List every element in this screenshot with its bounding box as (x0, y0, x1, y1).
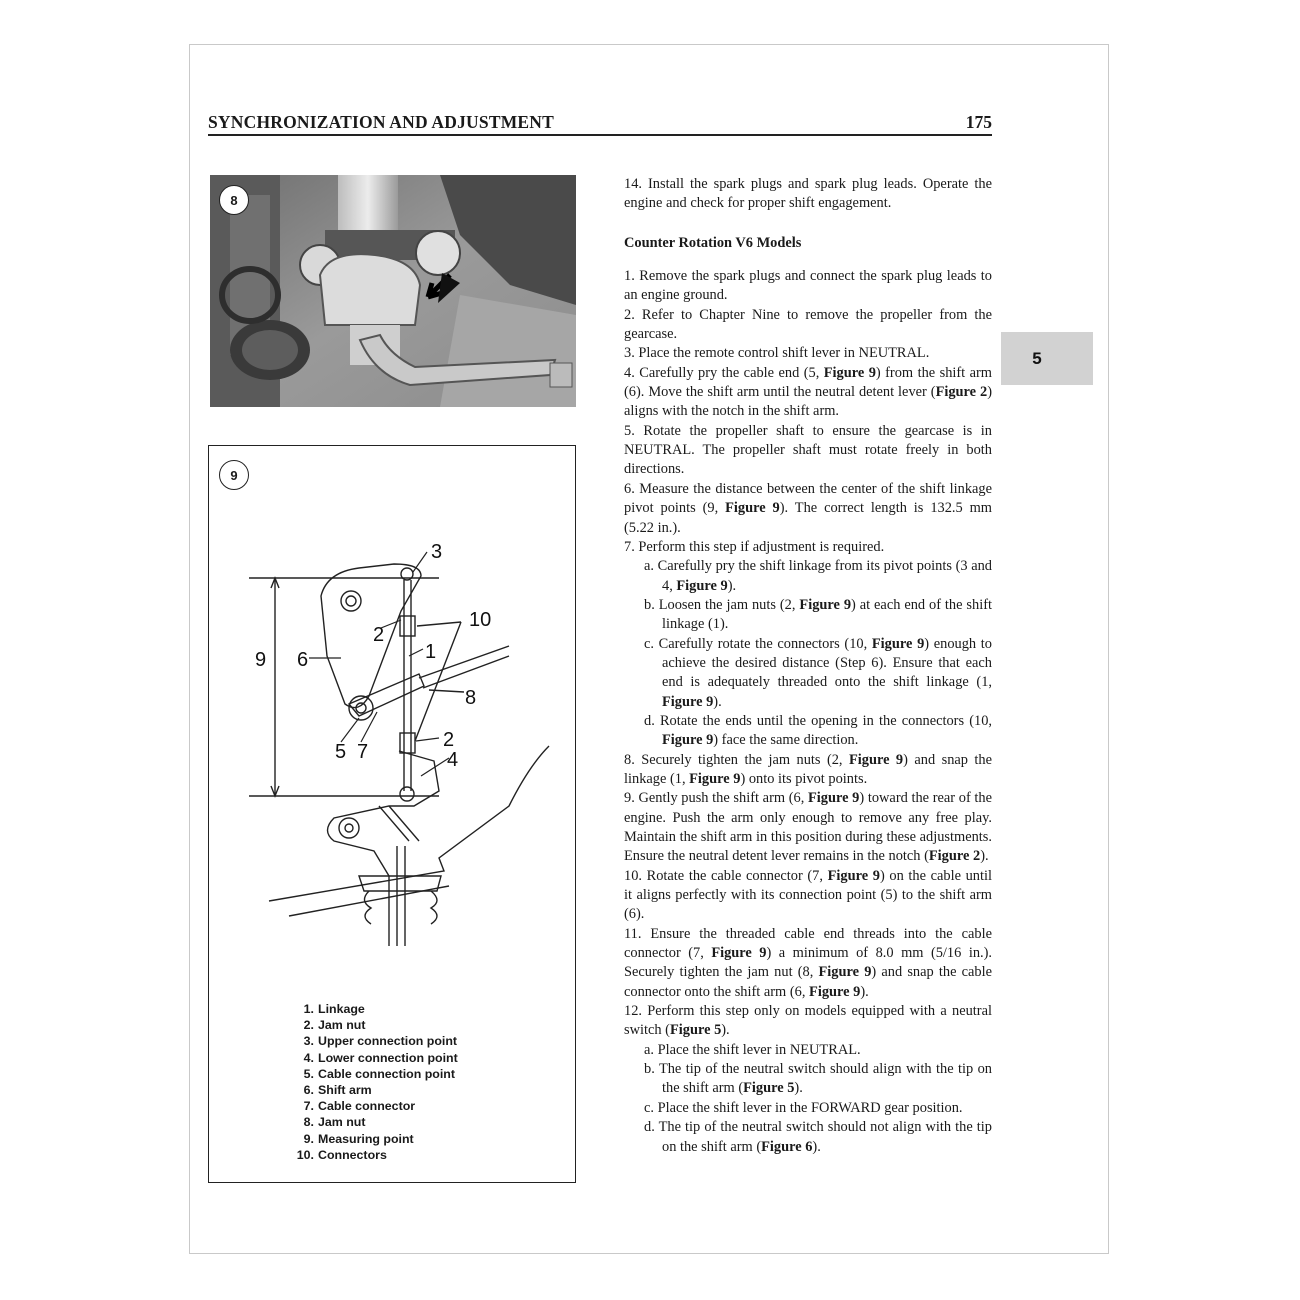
legend-item (290, 1050, 458, 1066)
callout-4: 4 (447, 749, 459, 771)
legend-text: Cable connection point (318, 1066, 455, 1081)
callout-2-upper: 2 (373, 624, 385, 646)
legend-number: 7. (303, 1099, 314, 1114)
figure-8-label: 8 (219, 185, 249, 215)
chapter-tab: 5 (1001, 332, 1093, 385)
legend-item (290, 1147, 458, 1163)
step-12d: d. The tip of the neutral switch should not align with the tip on the shift arm (Figure 6). (644, 1119, 992, 1155)
step-12c: c. Place the shift lever in the FORWARD gear position. (644, 1099, 963, 1116)
step-8: 8. Securely tighten the jam nuts (2, Figure 9) and snap the linkage (1, Figure 9) onto its pivot points. (624, 751, 993, 787)
legend-number: 5. (303, 1066, 314, 1081)
callout-3: 3 (431, 541, 443, 563)
step-12b: b. The tip of the neutral switch should align with the tip on the shift arm (Figure 5). (644, 1061, 992, 1097)
engine-photo-illustration (210, 175, 576, 407)
step-12a: a. Place the shift lever in NEUTRAL. (644, 1041, 861, 1058)
body-text-column (624, 175, 992, 1157)
legend-item (290, 1001, 458, 1017)
callout-1: 1 (425, 641, 437, 663)
step-6: 6. Measure the distance between the center of the shift linkage pivot points (9, Figure 9). The correct length is 132.5 mm (5.22 in.). (624, 480, 992, 536)
shift-linkage-diagram (209, 446, 575, 986)
legend-item (290, 1114, 458, 1130)
step-12: 12. Perform this step only on models equipped with a neutral switch (Figure 5). (624, 1003, 992, 1039)
legend-item (290, 1033, 458, 1049)
legend-number: 1. (303, 1002, 314, 1016)
callout-8: 8 (465, 687, 477, 709)
step-7b: b. Loosen the jam nuts (2, Figure 9) at each end of the shift linkage (1). (644, 596, 993, 633)
step-7c: c. Carefully rotate the connectors (10, Figure 9) enough to achieve the desired distance (Step 6). Ensure that each end is adequately threaded onto the shift linkage (1, Figure 9). (644, 635, 992, 710)
legend-number: 3. (303, 1034, 314, 1049)
step-1: 1. Remove the spark plugs and connect the spark plug leads to an engine ground. (624, 268, 992, 304)
legend-text: Shift arm (318, 1083, 372, 1098)
step-11: 11. Ensure the threaded cable end threads into the cable connector (7, Figure 9) a minimum of 8.0 mm (5/16 in.). Securely tighten the jam nut (8, Figure 9) and snap the cable connector onto the shift arm (6, Figure 9). (624, 925, 992, 1000)
legend-item (290, 1066, 458, 1082)
legend-text: Lower connection point (318, 1050, 458, 1065)
step-9: 9. Gently push the shift arm (6, Figure 9) toward the rear of the engine. Push the arm only enough to remove any free play. Maintain the shift arm in this position during these adjustments. Ensure the neutral detent lever remains in the notch (Figure 2). (624, 790, 993, 865)
legend-item (290, 1098, 458, 1114)
legend-text: Measuring point (318, 1131, 414, 1146)
legend-number: 4. (303, 1050, 314, 1065)
legend-text: Cable connector (318, 1099, 416, 1114)
step-7a: a. Carefully pry the shift linkage from its pivot points (3 and 4, Figure 9). (644, 558, 992, 594)
callout-5: 5 (335, 741, 347, 763)
legend-number: 10. (296, 1147, 314, 1162)
legend-item (290, 1082, 458, 1098)
callout-2-lower: 2 (443, 729, 455, 751)
callout-7: 7 (357, 741, 369, 763)
legend-item (290, 1017, 458, 1033)
step-14: 14. Install the spark plugs and spark plug leads. Operate the engine and check for proper shift engagement. (624, 176, 992, 212)
legend-number: 8. (303, 1115, 314, 1130)
step-7d: d. Rotate the ends until the opening in the connectors (10, Figure 9) face the same direction. (644, 712, 992, 749)
legend-text: Connectors (318, 1147, 387, 1162)
legend-text: Linkage (318, 1002, 365, 1016)
running-header (208, 112, 992, 136)
step-7: 7. Perform this step if adjustment is required. (624, 538, 885, 555)
step-5: 5. Rotate the propeller shaft to ensure the gearcase is in NEUTRAL. The propeller shaft must rotate freely in both directions. (624, 422, 992, 478)
figure-9-legend (290, 1001, 458, 1163)
legend-number: 9. (303, 1131, 314, 1146)
step-3: 3. Place the remote control shift lever in NEUTRAL. (624, 345, 930, 362)
step-4: 4. Carefully pry the cable end (5, Figure 9) from the shift arm (6). Move the shift arm until the neutral detent lever (Figure 2) aligns with the notch in the shift arm. (624, 364, 992, 420)
section-heading: Counter Rotation V6 Models (624, 234, 802, 251)
legend-text: Jam nut (318, 1018, 366, 1033)
callout-10: 10 (469, 609, 492, 631)
legend-text: Upper connection point (318, 1034, 458, 1049)
step-2: 2. Refer to Chapter Nine to remove the propeller from the gearcase. (624, 306, 992, 343)
callout-9: 9 (255, 649, 267, 671)
legend-text: Jam nut (318, 1115, 366, 1130)
legend-item (290, 1131, 458, 1147)
figure-9-label: 9 (219, 460, 249, 490)
page-number: 175 (965, 112, 992, 132)
step-10: 10. Rotate the cable connector (7, Figure 9) on the cable until it aligns perfectly with its connection point (5) to the shift arm (6). (624, 867, 992, 923)
callout-6: 6 (297, 649, 309, 671)
legend-number: 2. (303, 1018, 314, 1033)
legend-number: 6. (303, 1083, 314, 1098)
header-title: SYNCHRONIZATION AND ADJUSTMENT (208, 112, 555, 132)
figure-8-photo (210, 175, 576, 407)
